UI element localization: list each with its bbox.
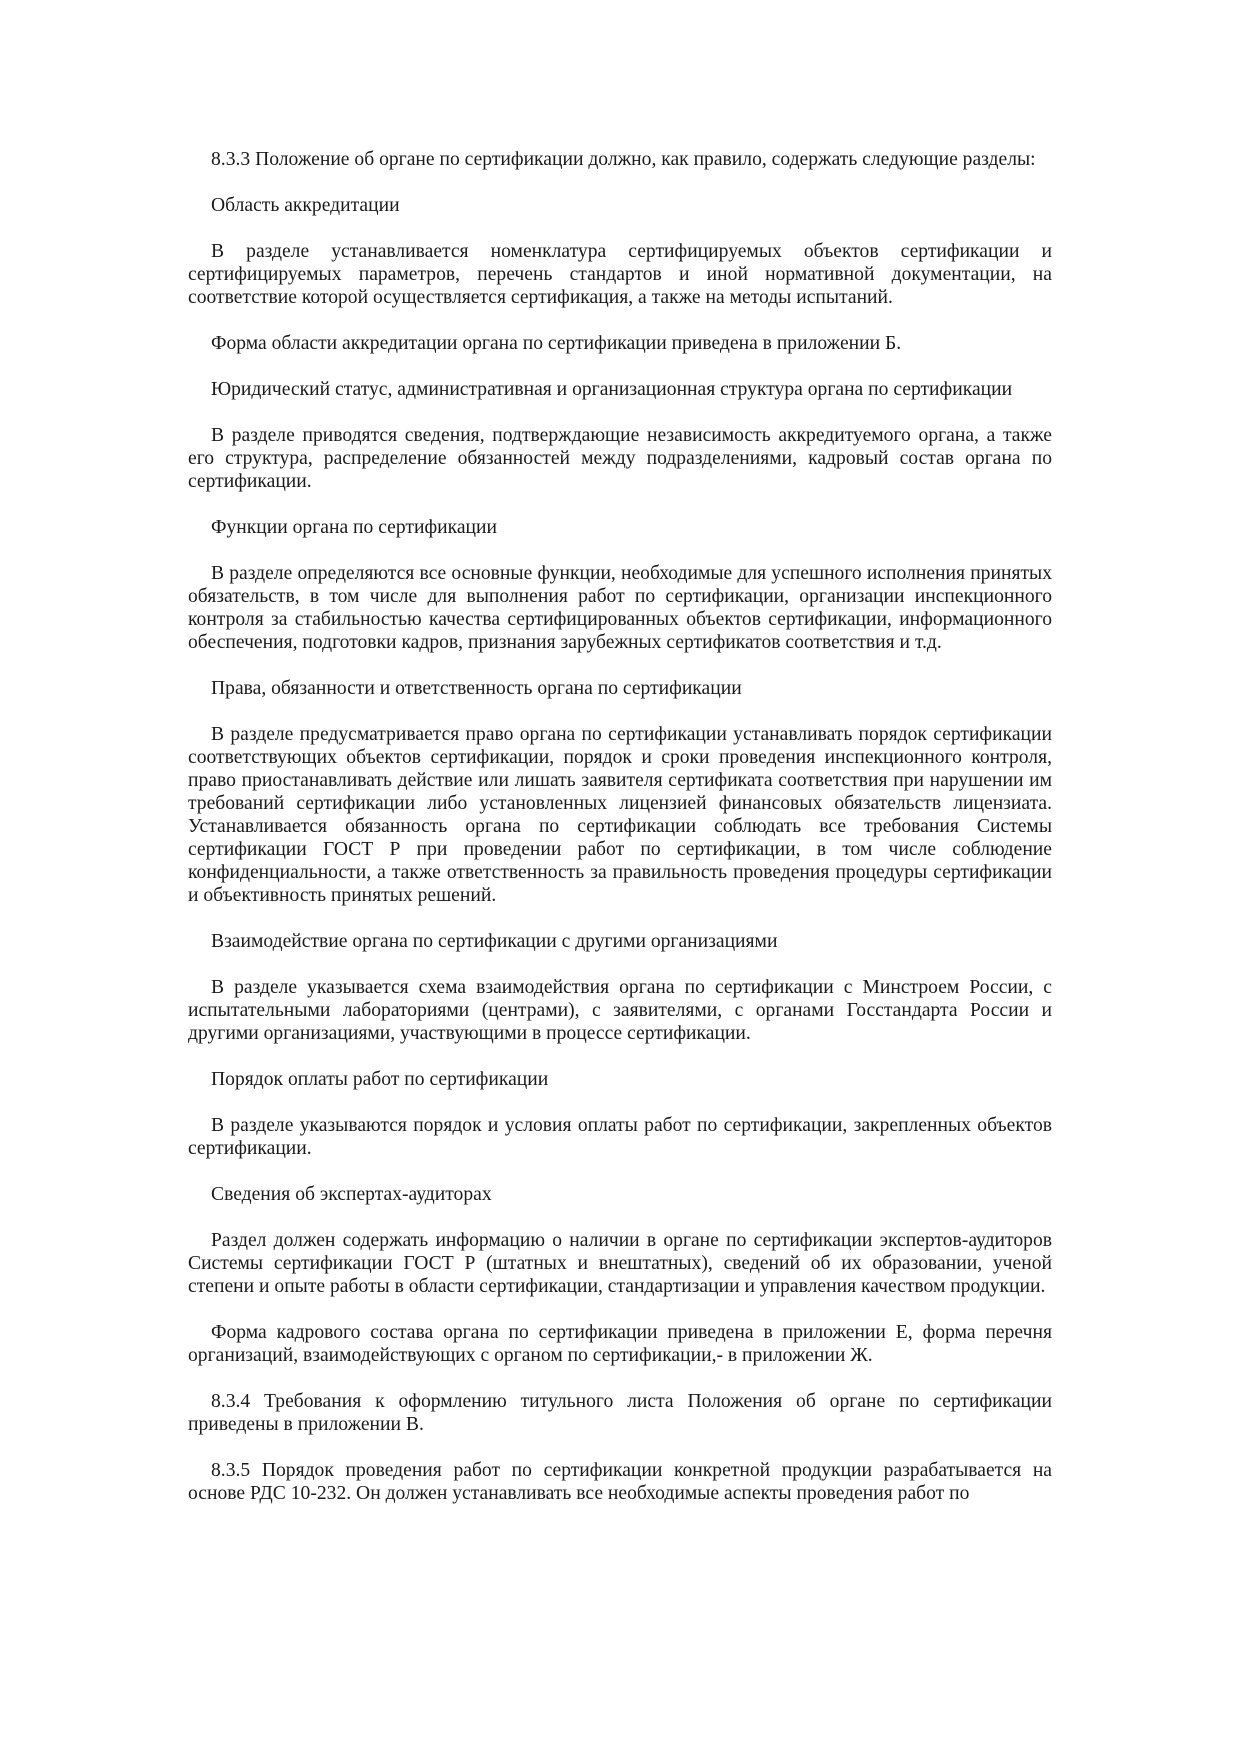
paragraph-scope-form: Форма области аккредитации органа по сертификации приведена в приложении Б. <box>211 333 902 354</box>
paragraph-8-3-3: 8.3.3 Положение об органе по сертификации должно, как правило, содержать следующие разделы: <box>211 149 1036 170</box>
section-heading-accreditation-scope: Область аккредитации <box>211 195 400 216</box>
section-heading-legal-status: Юридический статус, административная и организационная структура органа по сертификации <box>211 379 1013 400</box>
section-heading-interaction: Взаимодействие органа по сертификации с другими организациями <box>211 931 778 952</box>
paragraph-interaction: В разделе указывается схема взаимодействия органа по сертификации с Минстроем России, с испытательными лабораториями (центрами), с заявителями, с органами Госстандарта России и другими организациями, участвующими в процессе сертификации. <box>188 977 1052 1044</box>
paragraph-functions: В разделе определяются все основные функции, необходимые для успешного исполнения принятых обязательств, в том числе для выполнения работ по сертификации, организации инспекционного контроля за стабильностью качества сертифицированных объектов сертификации, информационного обеспечения, подготовки кадров, признания зарубежных сертификатов соответствия и т.д. <box>188 563 1052 653</box>
paragraph-accreditation-scope: В разделе устанавливается номенклатура сертифицируемых объектов сертификации и сертифицируемых параметров, перечень стандартов и иной нормативной документации, на соответствие которой осуществляется сертификация, а также на методы испытаний. <box>188 241 1052 308</box>
section-heading-functions: Функции органа по сертификации <box>211 517 498 538</box>
paragraph-8-3-5: 8.3.5 Порядок проведения работ по сертификации конкретной продукции разрабатывается на основе РДС 10-232. Он должен устанавливать все необходимые аспекты проведения работ по <box>188 1460 1052 1504</box>
section-heading-rights-duties: Права, обязанности и ответственность органа по сертификации <box>211 678 742 699</box>
paragraph-rights-duties: В разделе предусматривается право органа по сертификации устанавливать порядок сертификации соответствующих объектов сертификации, порядок и сроки проведения инспекционного контроля, право приостанавливать действие или лишать заявителя сертификата соответствия при нарушении им требований сертификации либо установленных лицензией финансовых обязательств лицензиата. Устанавливается обязанность органа по сертификации соблюдать все требования Системы сертификации ГОСТ Р при проведении работ по сертификации, в том числе соблюдение конфиденциальности, а также ответственность за правильность проведения процедуры сертификации и объективность принятых решений. <box>188 724 1052 906</box>
paragraph-experts: Раздел должен содержать информацию о наличии в органе по сертификации экспертов-аудиторов Системы сертификации ГОСТ Р (штатных и внештатных), сведений об их образовании, ученой степени и опыте работы в области сертификации, стандартизации и управления качеством продукции. <box>188 1230 1052 1297</box>
paragraph-legal-status: В разделе приводятся сведения, подтверждающие независимость аккредитуемого органа, а также его структура, распределение обязанностей между подразделениями, кадровый состав органа по сертификации. <box>188 425 1052 492</box>
paragraph-8-3-4: 8.3.4 Требования к оформлению титульного листа Положения об органе по сертификации приведены в приложении В. <box>188 1391 1052 1435</box>
section-heading-experts: Сведения об экспертах-аудиторах <box>211 1184 492 1205</box>
paragraph-staff-form: Форма кадрового состава органа по сертификации приведена в приложении Е, форма перечня организаций, взаимодействующих с органом по сертификации,- в приложении Ж. <box>188 1322 1052 1366</box>
paragraph-payment: В разделе указываются порядок и условия оплаты работ по сертификации, закрепленных объектов сертификации. <box>188 1115 1052 1159</box>
document-body <box>188 148 1052 1505</box>
section-heading-payment: Порядок оплаты работ по сертификации <box>211 1069 549 1090</box>
